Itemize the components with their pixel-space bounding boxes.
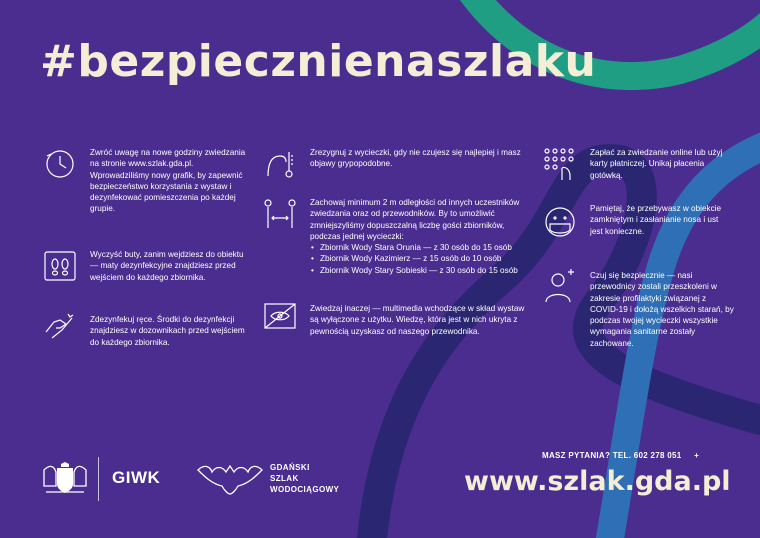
gsw-logo-text [270, 462, 339, 495]
multimedia-info [310, 303, 530, 337]
hands-text: Zdezynfekuj ręce. Środki do dezynfekcji znajdziesz w dozownikach przed wejściem do każdego zbiornika. [90, 315, 245, 347]
sick-info [310, 147, 530, 170]
hands-icon [42, 308, 78, 344]
contact-phone: MASZ PYTANIA? TEL. 602 278 051 [542, 451, 682, 460]
sick-text: Zrezygnuj z wycieczki, gdy nie czujesz się najlepiej i masz objawy grypopodobne. [310, 148, 521, 169]
no-multimedia-icon [262, 298, 298, 334]
guide-icon [542, 268, 578, 304]
distance-icon [262, 198, 298, 234]
payment-text: Zapłać za zwiedzanie online lub użyj karty płatniczej. Unikaj płacenia gotówką. [590, 148, 723, 180]
website-url[interactable]: www.szlak.gda.pl [464, 466, 731, 497]
clock-icon [42, 146, 78, 182]
shoes-text: Wyczyść buty, zanim wejdziesz do obiektu — maty dezynfekcyjne znajdziesz przed wejściem do każdego zbiornika. [90, 250, 244, 282]
shoes-info [90, 249, 250, 283]
plus-icon: + [694, 451, 700, 460]
card-payment-icon [542, 146, 578, 182]
distance-info [310, 197, 535, 276]
face-mask-icon [542, 204, 578, 240]
mask-info [590, 203, 730, 237]
payment-info [590, 147, 730, 181]
bat-wing-logo [196, 460, 264, 498]
logo-divider [98, 457, 99, 501]
headline-hashtag: #bezpiecznienaszlaku [40, 36, 597, 87]
gdansk-crest-logo [40, 462, 90, 496]
thermometer-head-icon [262, 146, 298, 182]
hands-info [90, 314, 250, 348]
reservoir-item: • Zbiornik Wody Kazimierz — z 15 osób do 10 osób [320, 253, 535, 264]
gsw-line: GDAŃSKI [270, 463, 310, 472]
hours-info [90, 147, 250, 215]
reservoir-list [310, 242, 535, 276]
giwk-logo-text: GIWK [112, 468, 161, 487]
gsw-line: SZLAK [270, 474, 299, 483]
multimedia-text: Zwiedzaj inaczej — multimedia wchodzące w skład wystaw są wyłączone z użytku. Wiedzę, która jest w nich ukryta z pewnością uzyskasz od naszego przewodnika. [310, 304, 525, 336]
distance-text: Zachowaj minimum 2 m odległości od innych uczestników zwiedzania oraz od przewodników. By to umożliwić zmniejszyliśmy dopuszczalną liczbę gości zbiorników, podczas jednej wycieczki: [310, 198, 520, 241]
mask-text: Pamiętaj, że przebywasz w obiekcie zamkniętym i zasłanianie nosa i ust jest konieczne. [590, 204, 722, 236]
hours-text: Zwróć uwagę na nowe godziny zwiedzania na stronie www.szlak.gda.pl. Wprowadziliśmy nowy grafik, by zapewnić bezpieczeństwo korzystania z wystaw i dezynfekować pomieszczenia po każdej grupie. [90, 148, 246, 214]
reservoir-item: • Zbiornik Wody Stara Orunia — z 30 osób do 15 osób [320, 242, 535, 253]
safety-info [590, 270, 735, 349]
reservoir-item: • Zbiornik Wody Stary Sobieski — z 30 osób do 15 osób [320, 265, 535, 276]
gsw-line: WODOCIĄGOWY [270, 485, 340, 494]
contact-line [542, 451, 699, 460]
safety-text: Czuj się bezpiecznie — nasi przewodnicy zostali przeszkoleni w zakresie profilaktyki związanej z COVID-19 i dołożą wszelkich starań, by podczas twojej wycieczki wszystkie wymagania sanitarne zostały zachowane. [590, 271, 734, 348]
shoe-mat-icon [42, 248, 78, 284]
